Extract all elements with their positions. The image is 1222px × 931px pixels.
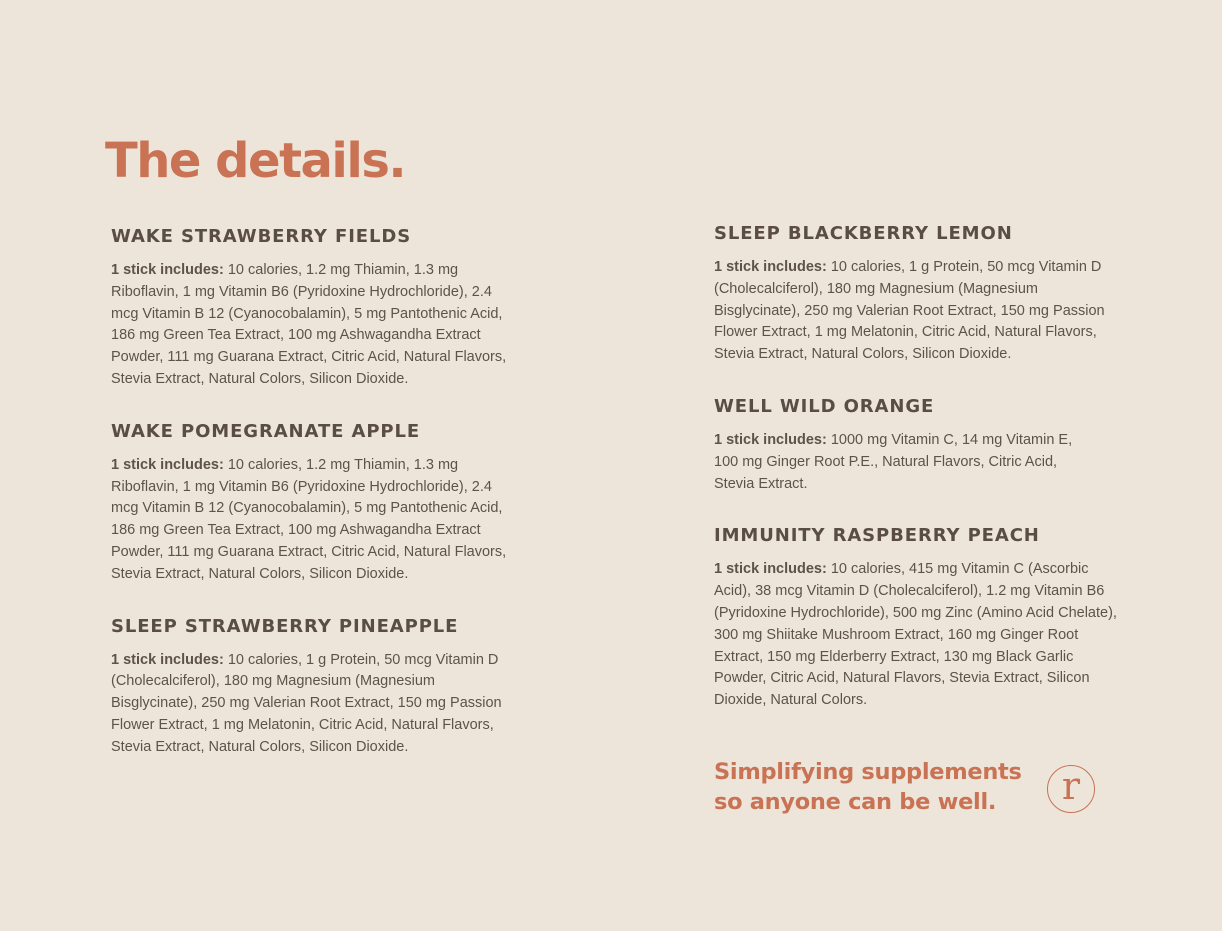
- stick-includes-label: 1 stick includes:: [714, 561, 827, 578]
- product-ingredients: [714, 257, 1119, 366]
- product-name: SLEEP STRAWBERRY PINEAPPLE: [111, 615, 459, 637]
- product-well-wild-orange: [714, 396, 1119, 495]
- brand-logo-icon: [1047, 765, 1095, 813]
- page-title: The details.: [105, 133, 406, 189]
- product-ingredients: [111, 260, 516, 391]
- product-wake-pomegranate-apple: [111, 421, 516, 586]
- ingredients-list: 1000 mg Vitamin C, 14 mg Vitamin E, 100 mg Ginger Root P.E., Natural Flavors, Citric Acid, Stevia Extract.: [714, 431, 1073, 492]
- product-ingredients: [714, 430, 1079, 495]
- product-name: SLEEP BLACKBERRY LEMON: [714, 223, 1013, 244]
- product-sleep-blackberry-lemon: [714, 223, 1119, 366]
- tagline-line-2: so anyone can be well.: [714, 789, 997, 815]
- product-name: WELL WILD ORANGE: [714, 395, 935, 417]
- product-ingredients: [111, 455, 516, 586]
- left-column: [111, 226, 516, 789]
- tagline-line-1: Simplifying supplements: [714, 759, 1022, 785]
- stick-includes-label: 1 stick includes:: [111, 262, 224, 278]
- logo-letter: r: [1061, 764, 1081, 808]
- product-immunity-raspberry-peach: [714, 525, 1119, 712]
- product-name: WAKE STRAWBERRY FIELDS: [111, 226, 412, 247]
- brand-tagline: [714, 757, 1022, 817]
- ingredients-list: 10 calories, 1 g Protein, 50 mcg Vitamin D (Cholecalciferol), 180 mg Magnesium (Magnesium Bisglycinate), 250 mg Valerian Root Extract, 150 mg Passion Flower Extract, 1 mg Melatonin, Citric Acid, Natural Flavors, Stevia Extract, Natural Colors, Silicon Dioxide.: [111, 651, 502, 755]
- stick-includes-label: 1 stick includes:: [111, 456, 224, 473]
- product-name: WAKE POMEGRANATE APPLE: [111, 420, 421, 442]
- stick-includes-label: 1 stick includes:: [111, 651, 224, 668]
- product-ingredients: [714, 559, 1119, 712]
- right-column: [714, 223, 1119, 742]
- stick-includes-label: 1 stick includes:: [714, 431, 827, 448]
- ingredients-list: 10 calories, 1.2 mg Thiamin, 1.3 mg Riboflavin, 1 mg Vitamin B6 (Pyridoxine Hydrochloride), 2.4 mcg Vitamin B 12 (Cyanocobalamin), 5 mg Pantothenic Acid, 186 mg Green Tea Extract, 100 mg Ashwagandha Extract Powder, 111 mg Guarana Extract, Citric Acid, Natural Flavors, Stevia Extract, Natural Colors, Silicon Dioxide.: [111, 262, 507, 387]
- stick-includes-label: 1 stick includes:: [714, 259, 827, 275]
- product-ingredients: [111, 650, 516, 759]
- product-wake-strawberry-fields: [111, 226, 516, 391]
- product-name: IMMUNITY RASPBERRY PEACH: [714, 525, 1040, 547]
- ingredients-list: 10 calories, 1.2 mg Thiamin, 1.3 mg Riboflavin, 1 mg Vitamin B6 (Pyridoxine Hydrochloride), 2.4 mcg Vitamin B 12 (Cyanocobalamin), 5 mg Pantothenic Acid, 186 mg Green Tea Extract, 100 mg Ashwagandha Extract Powder, 111 mg Guarana Extract, Citric Acid, Natural Flavors, Stevia Extract, Natural Colors, Silicon Dioxide.: [111, 456, 507, 582]
- ingredients-list: 10 calories, 415 mg Vitamin C (Ascorbic Acid), 38 mcg Vitamin D (Cholecalciferol), 1.2 mg Vitamin B6 (Pyridoxine Hydrochloride), 500 mg Zinc (Amino Acid Chelate), 300 mg Shiitake Mushroom Extract, 160 mg Ginger Root Extract, 150 mg Elderberry Extract, 130 mg Black Garlic Powder, Citric Acid, Natural Flavors, Stevia Extract, Silicon Dioxide, Natural Colors.: [714, 561, 1117, 709]
- ingredients-list: 10 calories, 1 g Protein, 50 mcg Vitamin D (Cholecalciferol), 180 mg Magnesium (Magnesium Bisglycinate), 250 mg Valerian Root Extract, 150 mg Passion Flower Extract, 1 mg Melatonin, Citric Acid, Natural Flavors, Stevia Extract, Natural Colors, Silicon Dioxide.: [714, 259, 1105, 363]
- product-sleep-strawberry-pineapple: [111, 616, 516, 759]
